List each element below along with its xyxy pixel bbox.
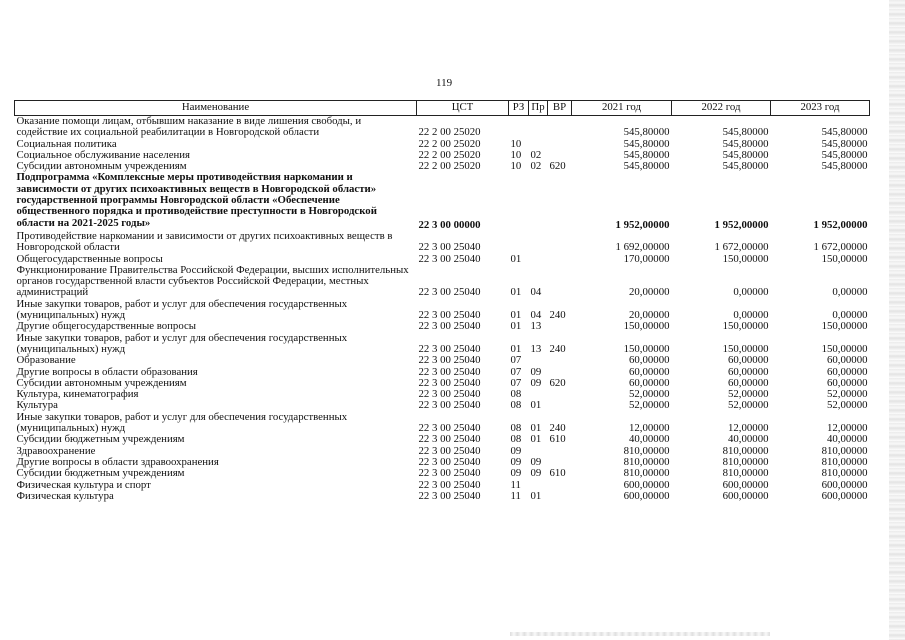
cell-rz: 08 [510, 433, 522, 446]
cell-2023: 545,80000 [821, 160, 868, 173]
cell-2021: 1 952,00000 [615, 218, 670, 231]
cell-pr: 02 [530, 160, 542, 173]
budget-table [14, 100, 870, 502]
cell-name: Физическая культура и спорт [16, 478, 151, 491]
cell-cst: 22 3 00 25040 [418, 444, 481, 457]
cell-pr [529, 172, 548, 230]
cell-name: Физическая культура [16, 489, 114, 502]
cell-2023: 1 952,00000 [813, 218, 868, 231]
table-row [15, 355, 870, 366]
cell-name: Другие вопросы в области здравоохранения [16, 455, 219, 468]
cell-name: Оказание помощи лицам, отбывшим наказание в виде лишения свободы, и содействие их социальной реабилитации в Новгородской области [16, 115, 362, 139]
cell-vr: 240 [549, 342, 566, 355]
cell-rz [509, 231, 529, 254]
cell-pr: 09 [530, 376, 542, 389]
header-2022: 2022 год [672, 101, 771, 116]
header-cst: ЦСТ [417, 101, 509, 116]
cell-cst: 22 3 00 25040 [418, 376, 481, 389]
cell-2021: 52,00000 [629, 399, 670, 412]
cell-2021: 40,00000 [629, 433, 670, 446]
cell-2022: 150,00000 [722, 252, 769, 265]
table-row [15, 491, 870, 502]
cell-pr: 01 [530, 433, 542, 446]
cell-cst: 22 3 00 25040 [418, 478, 481, 491]
table-row [15, 116, 870, 139]
cell-vr [548, 321, 572, 332]
cell-cst: 22 3 00 25040 [418, 433, 481, 446]
cell-2023: 150,00000 [821, 342, 868, 355]
cell-2023: 150,00000 [821, 252, 868, 265]
cell-2022: 545,80000 [722, 148, 769, 161]
cell-pr: 01 [530, 422, 542, 435]
cell-cst: 22 3 00 25040 [418, 286, 481, 299]
header-2023: 2023 год [771, 101, 870, 116]
cell-2023: 52,00000 [827, 388, 868, 401]
cell-2022: 600,00000 [722, 489, 769, 502]
table-body [15, 116, 870, 503]
cell-vr: 240 [549, 309, 566, 322]
cell-2023: 600,00000 [821, 489, 868, 502]
cell-pr: 13 [530, 342, 542, 355]
cell-name: Другие общегосударственные вопросы [16, 320, 197, 333]
cell-2022: 40,00000 [728, 433, 769, 446]
cell-pr: 13 [530, 320, 542, 333]
cell-2023: 1 672,00000 [813, 241, 868, 254]
cell-2021: 60,00000 [629, 376, 670, 389]
cell-cst: 22 3 00 25040 [418, 455, 481, 468]
table-row [15, 231, 870, 254]
cell-2023: 545,80000 [821, 148, 868, 161]
table-row [15, 333, 870, 356]
cell-vr [548, 446, 572, 457]
cell-rz: 01 [510, 252, 522, 265]
cell-name: Культура [16, 399, 58, 412]
table-row [15, 434, 870, 445]
cell-rz: 09 [510, 467, 522, 480]
cell-rz [509, 172, 529, 230]
header-row [15, 101, 870, 116]
cell-2022: 810,00000 [722, 444, 769, 457]
cell-2021: 170,00000 [623, 252, 670, 265]
cell-name: Общегосударственные вопросы [16, 252, 163, 265]
cell-2023: 810,00000 [821, 444, 868, 457]
cell-2021: 545,80000 [623, 126, 670, 139]
cell-2023: 810,00000 [821, 467, 868, 480]
cell-2021: 60,00000 [629, 354, 670, 367]
cell-2021: 545,80000 [623, 148, 670, 161]
cell-2021: 600,00000 [623, 478, 670, 491]
cell-2023: 60,00000 [827, 354, 868, 367]
table-row [15, 321, 870, 332]
cell-cst: 22 2 00 25020 [418, 160, 481, 173]
cell-2022: 52,00000 [728, 388, 769, 401]
cell-rz: 10 [510, 137, 522, 150]
cell-2023: 600,00000 [821, 478, 868, 491]
cell-2022: 545,80000 [722, 160, 769, 173]
cell-cst: 22 2 00 25020 [418, 148, 481, 161]
cell-2022: 545,80000 [722, 126, 769, 139]
cell-rz: 09 [510, 444, 522, 457]
cell-rz: 09 [510, 455, 522, 468]
cell-cst: 22 2 00 25020 [418, 137, 481, 150]
cell-cst: 22 3 00 25040 [418, 489, 481, 502]
cell-2023: 545,80000 [821, 137, 868, 150]
cell-2023: 40,00000 [827, 433, 868, 446]
cell-pr [529, 355, 548, 366]
cell-vr [548, 389, 572, 400]
cell-cst: 22 2 00 25020 [418, 126, 481, 139]
cell-2022: 600,00000 [722, 478, 769, 491]
cell-rz: 08 [510, 399, 522, 412]
cell-rz: 07 [510, 365, 522, 378]
cell-pr: 04 [530, 309, 542, 322]
cell-pr: 04 [530, 286, 542, 299]
cell-2021: 810,00000 [623, 455, 670, 468]
cell-rz: 10 [510, 160, 522, 173]
cell-pr: 09 [530, 467, 542, 480]
cell-pr [529, 116, 548, 139]
cell-pr: 09 [530, 455, 542, 468]
cell-name: Противодействие наркомании и зависимости от других психоактивных веществ в Новгородской области [16, 229, 393, 254]
cell-rz: 01 [510, 342, 522, 355]
cell-rz: 07 [510, 354, 522, 367]
cell-2021: 810,00000 [623, 467, 670, 480]
cell-2021: 20,00000 [629, 309, 670, 322]
table-row [15, 299, 870, 322]
cell-2022: 0,00000 [733, 286, 769, 299]
cell-2022: 150,00000 [722, 320, 769, 333]
cell-pr: 02 [530, 148, 542, 161]
cell-cst: 22 3 00 00000 [418, 218, 481, 231]
cell-vr: 610 [549, 467, 566, 480]
cell-cst: 22 3 00 25040 [418, 365, 481, 378]
header-2021: 2021 год [572, 101, 672, 116]
cell-name: Функционирование Правительства Российской Федерации, высших исполнительных органов государственной власти субъектов Российской Федерации, местных администраций [16, 263, 409, 299]
table-row [15, 265, 870, 299]
header-name: Наименование [15, 101, 417, 116]
cell-2023: 150,00000 [821, 320, 868, 333]
cell-name: Иные закупки товаров, работ и услуг для обеспечения государственных (муниципальных) нужд [16, 410, 348, 435]
cell-name: Социальное обслуживание населения [16, 148, 191, 161]
cell-2021: 60,00000 [629, 365, 670, 378]
cell-vr [548, 480, 572, 491]
cell-rz: 01 [510, 286, 522, 299]
cell-2022: 810,00000 [722, 455, 769, 468]
cell-vr: 620 [549, 160, 566, 173]
cell-vr [548, 491, 572, 502]
cell-rz: 11 [510, 478, 521, 491]
table-row [15, 412, 870, 435]
cell-vr [548, 116, 572, 139]
cell-vr [548, 231, 572, 254]
cell-2023: 0,00000 [832, 309, 868, 322]
cell-cst: 22 3 00 25040 [418, 422, 481, 435]
page-number: 119 [436, 77, 453, 89]
cell-pr: 09 [530, 365, 542, 378]
cell-2022: 0,00000 [733, 309, 769, 322]
table-row [15, 172, 870, 230]
cell-name: Культура, кинематография [16, 388, 139, 401]
cell-name: Иные закупки товаров, работ и услуг для обеспечения государственных (муниципальных) нужд [16, 331, 348, 355]
cell-rz: 08 [510, 388, 522, 401]
scan-bottom-artifact [510, 632, 770, 636]
cell-name: Субсидии бюджетным учреждениям [16, 433, 185, 446]
cell-2022: 60,00000 [728, 365, 769, 378]
cell-2022: 52,00000 [728, 399, 769, 412]
cell-rz: 08 [510, 422, 522, 435]
cell-2021: 12,00000 [629, 422, 670, 435]
cell-name: Иные закупки товаров, работ и услуг для обеспечения государственных (муниципальных) нужд [16, 297, 348, 322]
cell-2022: 1 672,00000 [714, 241, 769, 254]
cell-vr [548, 139, 572, 150]
cell-vr [548, 265, 572, 299]
cell-cst: 22 3 00 25040 [418, 354, 481, 367]
cell-rz: 11 [510, 489, 521, 502]
cell-2021: 150,00000 [623, 320, 670, 333]
cell-pr: 01 [530, 399, 542, 412]
cell-name: Подпрограмма «Комплексные меры противодействия наркомании и зависимости от других психоактивных веществ в Новгородской области» государственной программы Новгородской области «Обеспечение общественного порядка и противодействие преступности в Новгородской области на 2021-2025 годы» [16, 171, 377, 229]
cell-vr [548, 172, 572, 230]
cell-2021: 52,00000 [629, 388, 670, 401]
cell-2023: 810,00000 [821, 455, 868, 468]
cell-pr: 01 [530, 489, 542, 502]
cell-2021: 1 692,00000 [615, 241, 670, 254]
cell-2023: 60,00000 [827, 376, 868, 389]
cell-vr: 610 [549, 433, 566, 446]
cell-2022: 1 952,00000 [714, 218, 769, 231]
cell-pr [529, 231, 548, 254]
cell-2022: 12,00000 [728, 422, 769, 435]
table-row [15, 468, 870, 479]
cell-name: Социальная политика [16, 137, 117, 150]
cell-2021: 20,00000 [629, 286, 670, 299]
cell-2023: 60,00000 [827, 365, 868, 378]
cell-rz [509, 116, 529, 139]
cell-vr [548, 254, 572, 265]
cell-name: Субсидии бюджетным учреждениям [16, 467, 185, 480]
cell-2021: 600,00000 [623, 489, 670, 502]
cell-2023: 12,00000 [827, 422, 868, 435]
header-pr: Пр [529, 101, 548, 116]
cell-cst: 22 3 00 25040 [418, 309, 481, 322]
cell-vr [548, 400, 572, 411]
cell-name: Образование [16, 354, 76, 367]
cell-cst: 22 3 00 25040 [418, 252, 481, 265]
cell-vr: 240 [549, 422, 566, 435]
cell-rz: 01 [510, 309, 522, 322]
cell-pr [529, 254, 548, 265]
cell-rz: 10 [510, 148, 522, 161]
cell-2023: 545,80000 [821, 126, 868, 139]
cell-cst: 22 3 00 25040 [418, 241, 481, 254]
cell-cst: 22 3 00 25040 [418, 467, 481, 480]
header-vr: ВР [548, 101, 572, 116]
cell-cst: 22 3 00 25040 [418, 342, 481, 355]
cell-name: Здравоохранение [16, 444, 96, 457]
cell-2021: 150,00000 [623, 342, 670, 355]
cell-name: Другие вопросы в области образования [16, 365, 198, 378]
cell-2023: 0,00000 [832, 286, 868, 299]
cell-rz: 07 [510, 376, 522, 389]
header-rz: РЗ [509, 101, 529, 116]
cell-2021: 545,80000 [623, 160, 670, 173]
cell-2022: 545,80000 [722, 137, 769, 150]
cell-2023: 52,00000 [827, 399, 868, 412]
cell-name: Субсидии автономным учреждениям [16, 160, 187, 173]
cell-cst: 22 3 00 25040 [418, 399, 481, 412]
cell-cst: 22 3 00 25040 [418, 320, 481, 333]
cell-2022: 150,00000 [722, 342, 769, 355]
cell-2021: 810,00000 [623, 444, 670, 457]
cell-vr: 620 [549, 376, 566, 389]
cell-2022: 60,00000 [728, 354, 769, 367]
cell-2022: 810,00000 [722, 467, 769, 480]
scan-edge-artifact [889, 0, 905, 640]
cell-rz: 01 [510, 320, 522, 333]
cell-2022: 60,00000 [728, 376, 769, 389]
cell-name: Субсидии автономным учреждениям [16, 376, 187, 389]
cell-cst: 22 3 00 25040 [418, 388, 481, 401]
cell-vr [548, 355, 572, 366]
cell-2021: 545,80000 [623, 137, 670, 150]
